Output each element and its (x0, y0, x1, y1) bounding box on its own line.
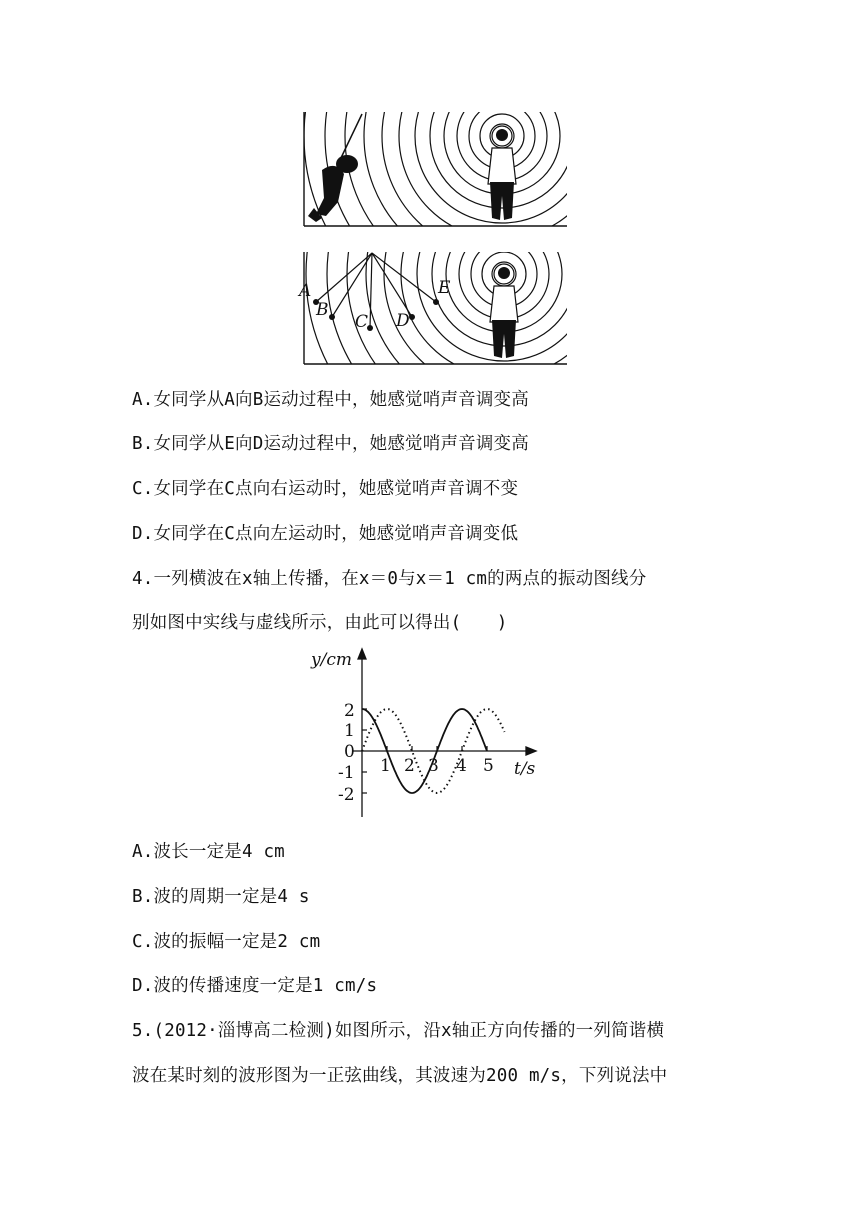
question5-line1: 5.(2012·淄博高二检测)如图所示，沿x轴正方向传播的一列简谐横 (132, 1021, 665, 1041)
whistle-boy-figure-bottom (490, 264, 518, 358)
question4-line1: 4.一列横波在x轴上传播，在x＝0与x＝1 cm的两点的振动图线分 (132, 569, 647, 589)
doppler-figure (292, 112, 567, 367)
x-tick-label-4: 4 (456, 756, 467, 776)
option-q3-b: B.女同学从E向D运动过程中，她感觉哨声音调变高 (132, 434, 529, 454)
option-q4-c: C.波的振幅一定是2 cm (132, 932, 321, 952)
option-q3-a: A.女同学从A向B运动过程中，她感觉哨声音调变高 (132, 390, 529, 410)
y-tick-label-2: 2 (344, 701, 355, 721)
x-tick-label-5: 5 (483, 756, 494, 776)
x-axis-label: t/s (514, 759, 536, 779)
question5-line2: 波在某时刻的波形图为一正弦曲线，其波速为200 m/s，下列说法中 (132, 1066, 668, 1086)
option-q4-a: A.波长一定是4 cm (132, 842, 285, 862)
x-tick-label-1: 1 (380, 756, 391, 776)
option-q3-c: C.女同学在C点向右运动时，她感觉哨声音调不变 (132, 479, 519, 499)
point-label-b: B (316, 300, 329, 320)
y-tick-label-neg2: -2 (338, 785, 355, 805)
x-tick-label-2: 2 (404, 756, 415, 776)
option-q4-b: B.波的周期一定是4 s (132, 887, 310, 907)
whistle-boy-figure-top (488, 126, 516, 220)
y-tick-label-0: 0 (344, 742, 355, 762)
point-label-d: D (396, 311, 410, 331)
point-label-e: E (438, 278, 451, 298)
x-tick-label-3: 3 (428, 756, 439, 776)
vibration-chart (300, 645, 545, 820)
option-q3-d: D.女同学在C点向左运动时，她感觉哨声音调变低 (132, 524, 519, 544)
option-q4-d: D.波的传播速度一定是1 cm/s (132, 976, 378, 996)
y-axis-label: y/cm (311, 650, 352, 670)
y-tick-label-1: 1 (344, 721, 355, 741)
point-label-a: A (299, 281, 312, 301)
point-label-c: C (355, 312, 369, 332)
question4-line2: 别如图中实线与虚线所示，由此可以得出( ) (132, 613, 508, 633)
y-tick-label-neg1: -1 (338, 763, 355, 783)
